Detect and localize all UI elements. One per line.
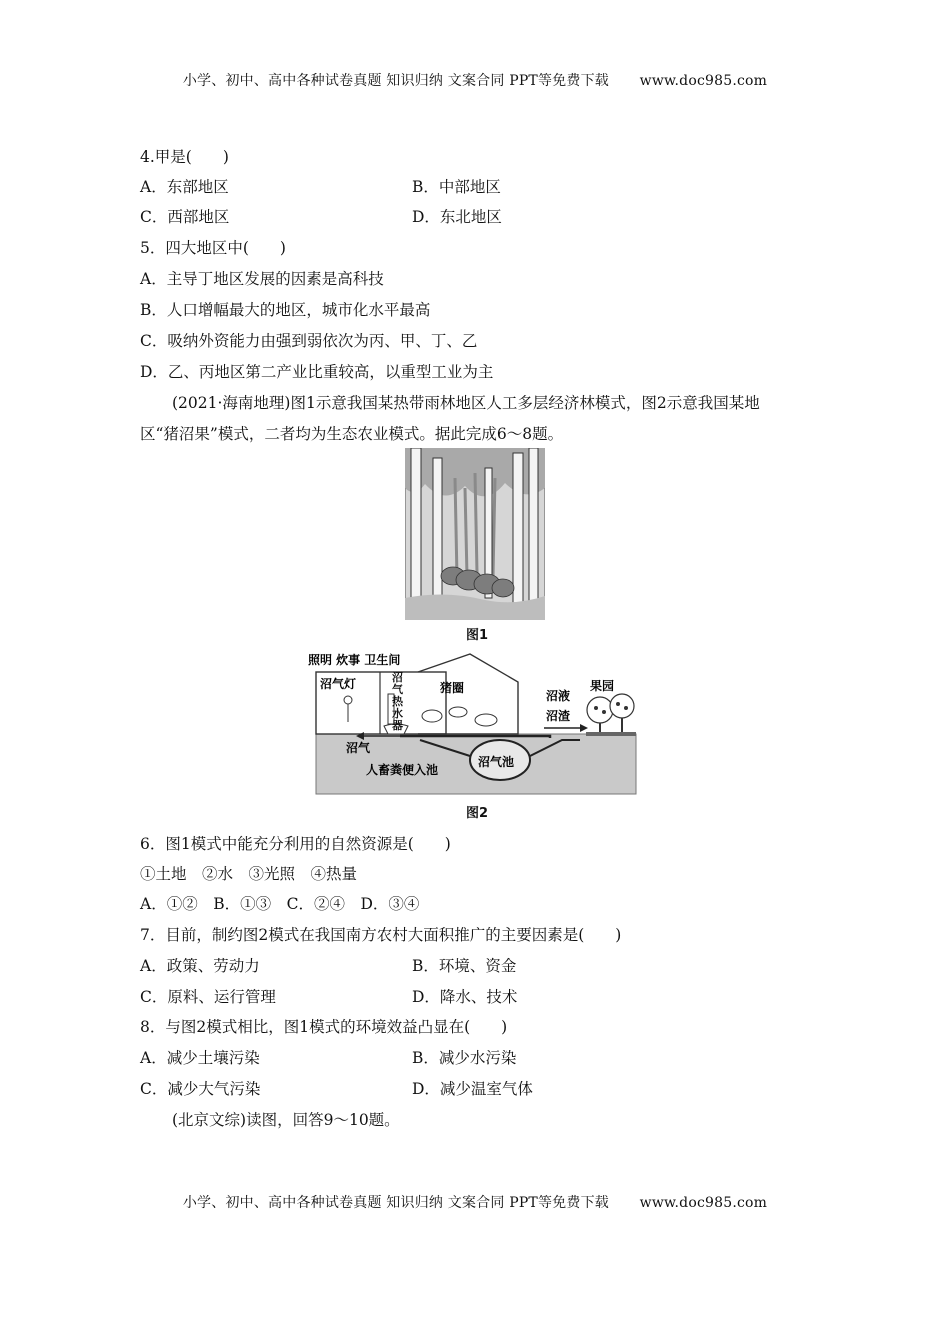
figure-2-biogas-diagram [300, 648, 642, 796]
q5-option-d: D．乙、丙地区第二产业比重较高，以重型工业为主 [140, 363, 494, 381]
q6-stem: 6．图1模式中能充分利用的自然资源是( ) [140, 835, 451, 853]
footer-text: 小学、初中、高中各种试卷真题 知识归纳 文案合同 PPT等免费下载 [182, 1195, 609, 1211]
next-section-intro: (北京文综)读图，回答9～10题。 [172, 1111, 400, 1129]
q4-option-b: B．中部地区 [412, 178, 501, 196]
footer-site[interactable]: www.doc985.com [639, 1195, 768, 1211]
label-biogas-liquid: 沼液 [546, 689, 571, 703]
q6-items: ①土地 ②水 ③光照 ④热量 [140, 865, 358, 883]
q7-option-a: A．政策、劳动力 [140, 957, 260, 975]
q5-option-b: B．人口增幅最大的地区，城市化水平最高 [140, 301, 431, 319]
q4-option-c: C．西部地区 [140, 208, 230, 226]
q5-stem: 5．四大地区中( ) [140, 239, 286, 257]
q8-option-d: D．减少温室气体 [412, 1080, 533, 1098]
q8-stem: 8．与图2模式相比，图1模式的环境效益凸显在( ) [140, 1018, 508, 1036]
q7-option-d: D．降水、技术 [412, 988, 518, 1006]
label-biogas-tank: 沼气池 [478, 755, 515, 769]
q6-options: A．①② B．①③ C．②④ D．③④ [140, 895, 420, 913]
q4-option-d: D．东北地区 [412, 208, 502, 226]
q7-option-c: C．原料、运行管理 [140, 988, 276, 1006]
label-biogas-lamp: 沼气灯 [320, 677, 357, 691]
label-manure-inlet: 人畜粪便入池 [366, 763, 439, 777]
q7-option-b: B．环境、资金 [412, 957, 517, 975]
figure-1-caption: 图1 [466, 628, 489, 643]
q7-stem: 7．目前，制约图2模式在我国南方农村大面积推广的主要因素是( ) [140, 926, 622, 944]
label-biogas: 沼气 [346, 741, 371, 755]
page-header [0, 70, 950, 90]
label-biogas-residue: 沼渣 [546, 709, 571, 723]
label-biogas-heater: 沼气热水器 [392, 671, 403, 732]
figure-1-forest-illustration [405, 448, 545, 620]
q5-option-a: A．主导丁地区发展的因素是高科技 [140, 270, 384, 288]
figure-2-caption: 图2 [466, 806, 489, 821]
q8-option-b: B．减少水污染 [412, 1049, 517, 1067]
intro-line-2: 区“猪沼果”模式，二者均为生态农业模式。据此完成6～8题。 [140, 425, 564, 443]
q4-stem: 4.甲是( ) [140, 148, 229, 166]
page-footer [0, 1192, 950, 1212]
label-lighting-cooking-toilet: 照明 炊事 卫生间 [308, 653, 401, 667]
intro-line-1: (2021·海南地理)图1示意我国某热带雨林地区人工多层经济林模式，图2示意我国某地 [172, 394, 760, 412]
label-pigsty: 猪圈 [440, 681, 465, 695]
q4-option-a: A．东部地区 [140, 178, 229, 196]
q8-option-c: C．减少大气污染 [140, 1080, 261, 1098]
label-orchard: 果园 [590, 679, 615, 693]
header-text: 小学、初中、高中各种试卷真题 知识归纳 文案合同 PPT等免费下载 [182, 73, 609, 89]
q8-option-a: A．减少土壤污染 [140, 1049, 260, 1067]
q5-option-c: C．吸纳外资能力由强到弱依次为丙、甲、丁、乙 [140, 332, 478, 350]
header-site[interactable]: www.doc985.com [639, 73, 768, 89]
